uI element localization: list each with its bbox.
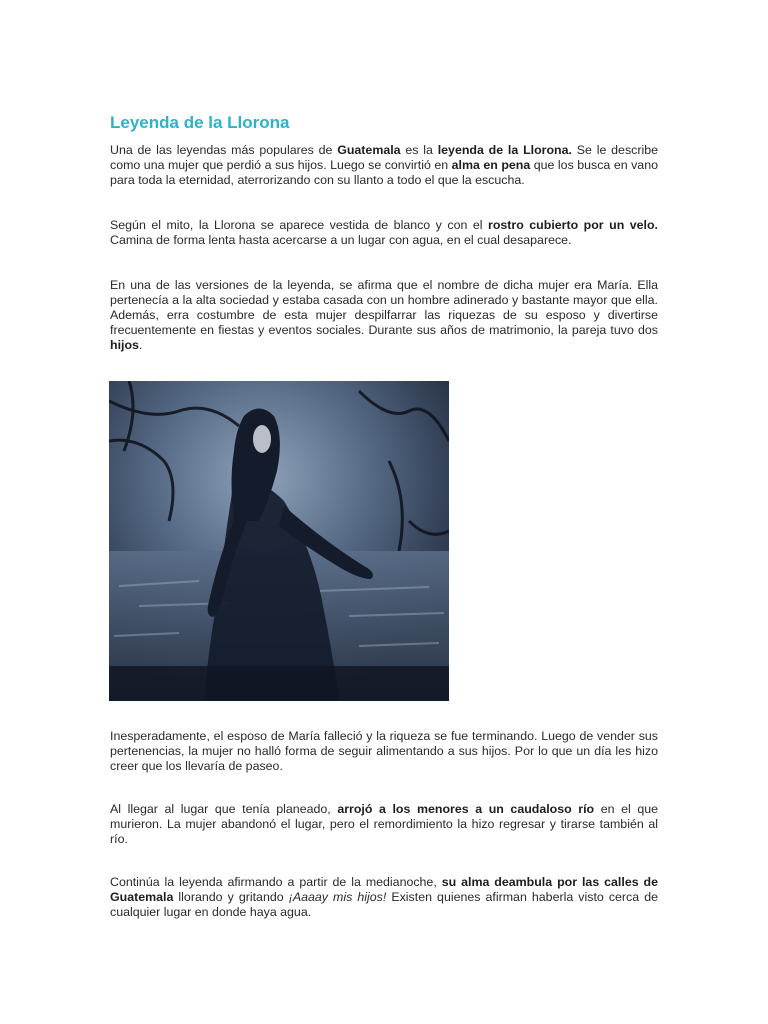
text-run: Según el mito, la Llorona se aparece vestida de blanco y con el	[110, 218, 488, 232]
text-run: Continúa la leyenda afirmando a partir de la medianoche,	[110, 875, 442, 889]
document-page	[110, 112, 658, 920]
text-run: que los busca en vano para toda la eternidad, aterrorizando con su llanto a todo el que la escucha.	[110, 158, 658, 187]
italic-run: ¡Aaaay mis hijos!	[288, 890, 387, 904]
text-run: Existen quienes afirman haberla visto cerca de cualquier lugar en donde haya agua.	[110, 890, 658, 919]
paragraph-river	[110, 802, 658, 847]
paragraph-myth	[110, 218, 658, 248]
llorona-image	[109, 381, 449, 701]
page-title: Leyenda de la Llorona	[110, 113, 290, 132]
paragraph-intro	[110, 143, 658, 188]
text-run: Al llegar al lugar que tenía planeado,	[110, 802, 338, 816]
text-run: Se le describe como una mujer que perdió a sus hijos. Luego se convirtió en	[110, 143, 659, 172]
bold-run: hijos	[110, 338, 139, 352]
bold-run: alma en pena	[451, 158, 531, 172]
bold-run: leyenda de la Llorona.	[437, 143, 572, 157]
paragraph-version	[110, 278, 658, 353]
bold-run: arrojó a los menores a un caudaloso río	[337, 802, 595, 816]
bold-run: su alma deambula por las calles de Guatemala	[110, 875, 658, 904]
paragraph-death	[110, 729, 658, 774]
text-run: Inesperadamente, el esposo de María falleció y la riqueza se fue terminando. Luego de vender sus pertenencias, la mujer no halló forma de seguir alimentando a sus hijos. Por lo que un día les hizo creer que los llevaría de paseo.	[110, 729, 658, 773]
text-run: llorando y gritando	[173, 890, 289, 904]
bold-run: Guatemala	[337, 143, 401, 157]
text-run: .	[138, 338, 143, 352]
llorona-illustration	[109, 381, 449, 701]
paragraph-legend	[110, 875, 658, 920]
text-run: En una de las versiones de la leyenda, se afirma que el nombre de dicha mujer era María. Ella pertenecía a la alta sociedad y estaba casada con un hombre adinerado y bastante mayor que ella. Además, erra costumbre de esta mujer despilfarrar las riquezas de su esposo y divertirse frecuentemente en fiestas y eventos sociales. Durante sus años de matrimonio, la pareja tuvo dos	[110, 278, 658, 337]
text-run: Una de las leyendas más populares de	[110, 143, 338, 157]
text-run: es la	[400, 143, 438, 157]
text-run: Camina de forma lenta hasta acercarse a un lugar con agua, en el cual desaparece.	[110, 233, 572, 247]
bold-run: rostro cubierto por un velo.	[488, 218, 658, 232]
text-run: en el que murieron. La mujer abandonó el lugar, pero el remordimiento la hizo regresar y tirarse también al río.	[110, 802, 659, 846]
